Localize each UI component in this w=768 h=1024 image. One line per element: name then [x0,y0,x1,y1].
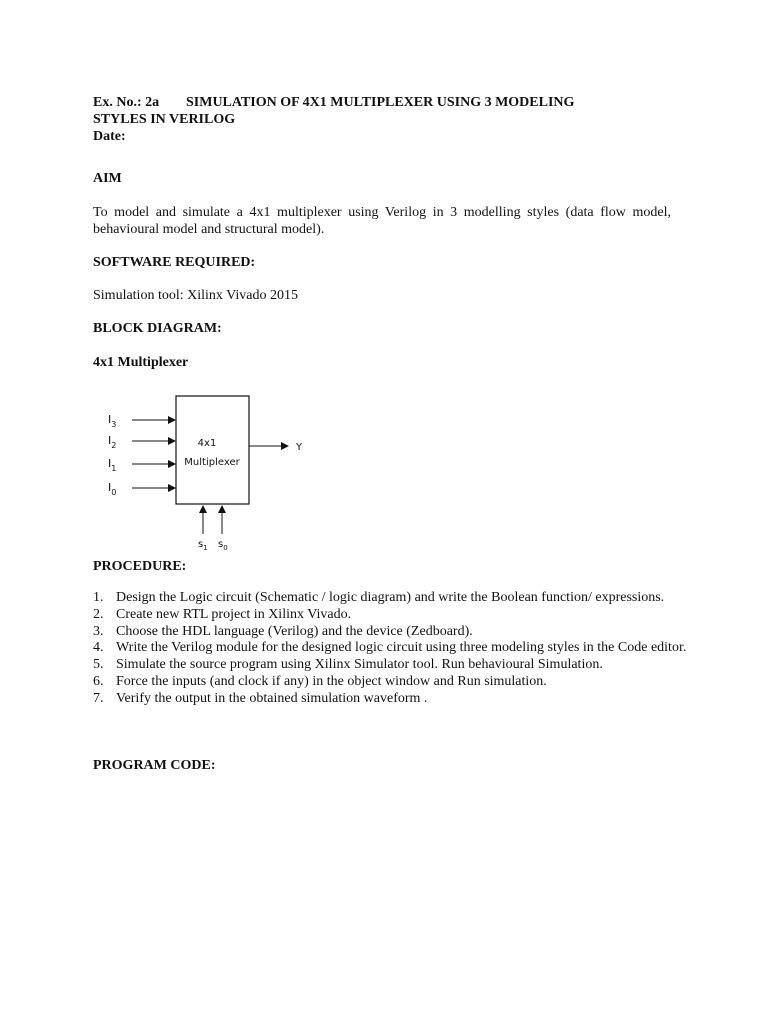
list-item [93,590,693,607]
step-text: Verify the output in the obtained simulation waveform . [116,690,428,706]
step-text: Simulate the source program using Xilinx Simulator tool. Run behavioural Simulation. [116,657,603,673]
title-line-2: STYLES IN VERILOG [93,112,236,127]
aim-paragraph: To model and simulate a 4x1 multiplexer using Verilog in 3 modelling styles (data flow model, behavioural model and structural model). [93,205,671,237]
step-text: Create new RTL project in Xilinx Vivado. [116,606,352,622]
block-diagram-subheading: 4x1 Multiplexer [93,355,189,370]
mux-label-line2: Multiplexer [184,457,240,468]
mux-label-line1: 4x1 [197,438,217,449]
date-label: Date: [93,129,126,144]
list-item [93,607,693,624]
step-number: 2. [93,606,104,622]
step-text: Force the inputs (and clock if any) in the object window and Run simulation. [116,673,547,689]
list-item [93,624,693,641]
multiplexer-block-diagram [100,388,330,558]
title-text-1: SIMULATION OF 4X1 MULTIPLEXER USING 3 MODELING [186,95,575,110]
list-item [93,657,693,674]
software-heading: SOFTWARE REQUIRED: [93,255,256,270]
step-number: 5. [93,657,104,673]
input-label-i0: $I_0$ [108,481,117,497]
select-label-s1: $s_1$ [198,539,208,552]
select-label-s0: $s_0$ [218,539,228,552]
step-text: Design the Logic circuit (Schematic / logic diagram) and write the Boolean function/ expressions. [116,590,665,605]
step-text: Write the Verilog module for the designed logic circuit using three modeling styles in the Code editor. [116,640,687,656]
step-number: 4. [93,640,104,656]
step-number: 3. [93,623,104,639]
procedure-list [93,590,693,708]
list-item [93,640,693,657]
block-diagram-heading: BLOCK DIAGRAM: [93,321,222,336]
output-label-y: Y [296,442,303,453]
input-label-i2: $I_2$ [108,434,117,450]
list-item [93,674,693,691]
step-text: Choose the HDL language (Verilog) and the device (Zedboard). [116,623,473,639]
input-label-i1: $I_1$ [108,457,117,473]
step-number: 7. [93,690,104,706]
software-text: Simulation tool: Xilinx Vivado 2015 [93,288,299,303]
mux-box [176,396,249,504]
list-item [93,691,693,708]
program-code-heading: PROGRAM CODE: [93,758,216,773]
input-label-i3: $I_3$ [108,413,117,429]
step-number: 6. [93,673,104,689]
exercise-number: Ex. No.: 2a [93,95,160,110]
step-number: 1. [93,590,104,605]
title-line-1 [93,95,574,111]
aim-heading: AIM [93,171,122,186]
procedure-heading: PROCEDURE: [93,559,187,574]
